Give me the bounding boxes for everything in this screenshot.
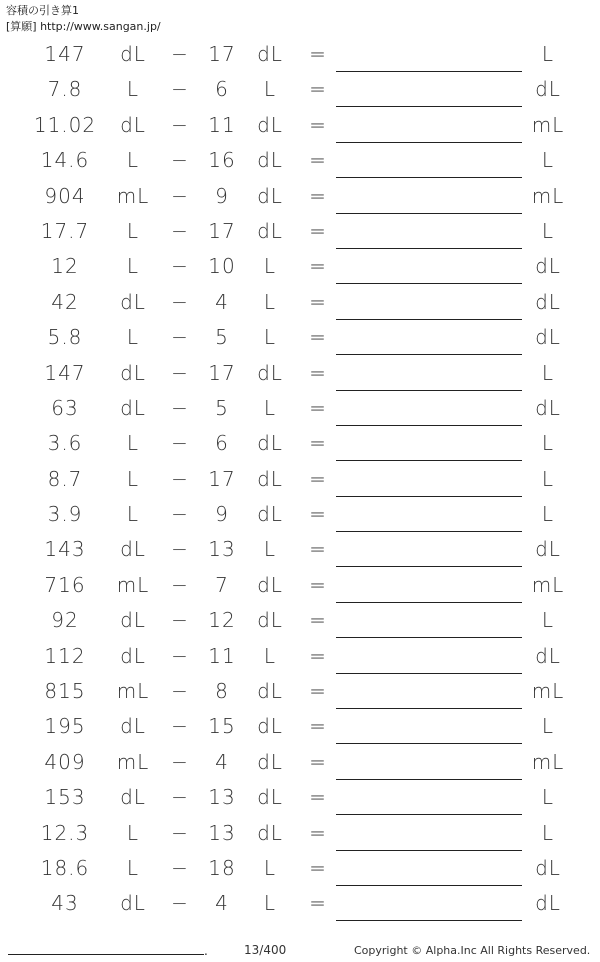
problem-row [0, 781, 600, 816]
result-unit: L [541, 820, 555, 845]
minuend-unit: dL [120, 643, 146, 668]
minuend-unit: mL [116, 749, 150, 774]
subtrahend-unit: L [263, 254, 277, 279]
result-unit: dL [535, 855, 561, 880]
minus-sign: − [171, 572, 189, 597]
answer-blank[interactable] [336, 425, 522, 426]
subtrahend-value: 6 [215, 77, 229, 102]
minuend-value: 147 [44, 42, 86, 66]
subtrahend-value: 15 [208, 714, 236, 739]
result-unit: dL [535, 325, 561, 350]
minuend-unit: L [126, 855, 140, 880]
result-unit: dL [535, 289, 561, 314]
minus-sign: − [171, 608, 189, 633]
minuend-unit: dL [120, 42, 146, 66]
page-number: 13/400 [244, 943, 287, 957]
minus-sign: − [171, 714, 189, 739]
result-unit: dL [535, 537, 561, 562]
equals-sign: = [309, 112, 327, 137]
answer-blank[interactable] [336, 390, 522, 391]
minuend-unit: dL [120, 537, 146, 562]
result-unit: L [541, 360, 555, 385]
minus-sign: − [171, 537, 189, 562]
equals-sign: = [309, 891, 327, 916]
result-unit: dL [535, 77, 561, 102]
worksheet-header [6, 3, 161, 35]
minuend-value: 904 [44, 183, 86, 208]
minus-sign: − [171, 502, 189, 527]
copyright: Copyright © Alpha.Inc All Rights Reserved. [354, 944, 591, 957]
answer-blank[interactable] [336, 213, 522, 214]
answer-blank[interactable] [336, 850, 522, 851]
answer-blank[interactable] [336, 283, 522, 284]
minuend-value: 7.8 [47, 77, 83, 102]
subtrahend-unit: dL [257, 218, 283, 243]
minus-sign: − [171, 643, 189, 668]
minuend-value: 195 [44, 714, 86, 739]
problem-row [0, 38, 600, 73]
subtrahend-unit: dL [257, 360, 283, 385]
subtrahend-unit: dL [257, 42, 283, 66]
minus-sign: − [171, 431, 189, 456]
subtrahend-unit: dL [257, 608, 283, 633]
equals-sign: = [309, 714, 327, 739]
minuend-value: 43 [51, 891, 79, 916]
result-unit: dL [535, 891, 561, 916]
problem-row [0, 357, 600, 392]
subtrahend-unit: dL [257, 502, 283, 527]
footer [0, 940, 600, 962]
subtrahend-unit: dL [257, 183, 283, 208]
minuend-unit: dL [120, 112, 146, 137]
problem-row [0, 286, 600, 321]
subtrahend-unit: L [263, 395, 277, 420]
minuend-value: 5.8 [47, 325, 83, 350]
minuend-value: 409 [44, 749, 86, 774]
minus-sign: − [171, 325, 189, 350]
problem-row [0, 321, 600, 356]
name-line [8, 954, 204, 955]
subtrahend-unit: dL [257, 749, 283, 774]
answer-blank[interactable] [336, 354, 522, 355]
result-unit: mL [531, 749, 565, 774]
minuend-unit: dL [120, 891, 146, 916]
minuend-unit: L [126, 218, 140, 243]
result-unit: L [541, 502, 555, 527]
problem-row [0, 533, 600, 568]
problem-row [0, 144, 600, 179]
minuend-value: 143 [44, 537, 86, 562]
subtrahend-value: 10 [208, 254, 236, 279]
subtrahend-unit: dL [257, 572, 283, 597]
result-unit: dL [535, 395, 561, 420]
problem-row [0, 250, 600, 285]
subtrahend-value: 13 [208, 537, 236, 562]
problem-row [0, 498, 600, 533]
answer-blank[interactable] [336, 602, 522, 603]
subtrahend-value: 17 [208, 42, 236, 66]
answer-blank[interactable] [336, 743, 522, 744]
problem-row [0, 109, 600, 144]
minus-sign: − [171, 749, 189, 774]
result-unit: L [541, 148, 555, 173]
minuend-unit: L [126, 466, 140, 491]
minuend-unit: dL [120, 714, 146, 739]
subtrahend-value: 5 [215, 325, 229, 350]
subtrahend-unit: dL [257, 785, 283, 810]
equals-sign: = [309, 325, 327, 350]
problem-row [0, 887, 600, 922]
subtrahend-unit: dL [257, 466, 283, 491]
equals-sign: = [309, 254, 327, 279]
result-unit: L [541, 608, 555, 633]
subtrahend-unit: dL [257, 714, 283, 739]
answer-blank[interactable] [336, 637, 522, 638]
subtrahend-value: 17 [208, 466, 236, 491]
minus-sign: − [171, 112, 189, 137]
equals-sign: = [309, 537, 327, 562]
problem-row [0, 604, 600, 639]
equals-sign: = [309, 855, 327, 880]
subtrahend-unit: L [263, 643, 277, 668]
subtrahend-value: 4 [215, 749, 229, 774]
minuend-unit: dL [120, 360, 146, 385]
minuend-unit: mL [116, 572, 150, 597]
result-unit: mL [531, 679, 565, 704]
worksheet-title: 容積の引き算1 [6, 4, 79, 17]
answer-blank[interactable] [336, 531, 522, 532]
subtrahend-value: 7 [215, 572, 229, 597]
subtrahend-value: 13 [208, 785, 236, 810]
answer-blank[interactable] [336, 460, 522, 461]
subtrahend-unit: L [263, 891, 277, 916]
subtrahend-value: 9 [215, 183, 229, 208]
problem-row [0, 640, 600, 675]
equals-sign: = [309, 572, 327, 597]
problem-row [0, 746, 600, 781]
result-unit: L [541, 42, 555, 66]
equals-sign: = [309, 749, 327, 774]
problem-row [0, 427, 600, 462]
answer-blank[interactable] [336, 496, 522, 497]
problem-row [0, 675, 600, 710]
subtrahend-unit: dL [257, 112, 283, 137]
minus-sign: − [171, 679, 189, 704]
minuend-value: 42 [51, 289, 79, 314]
answer-blank[interactable] [336, 177, 522, 178]
problem-row [0, 215, 600, 250]
minus-sign: − [171, 289, 189, 314]
minus-sign: − [171, 148, 189, 173]
answer-blank[interactable] [336, 920, 522, 921]
answer-blank[interactable] [336, 319, 522, 320]
equals-sign: = [309, 395, 327, 420]
subtrahend-value: 8 [215, 679, 229, 704]
source-link[interactable]: [算願] http://www.sangan.jp/ [6, 20, 161, 33]
subtrahend-unit: L [263, 325, 277, 350]
minuend-value: 815 [44, 679, 86, 704]
problem-row [0, 73, 600, 108]
result-unit: mL [531, 183, 565, 208]
minuend-value: 153 [44, 785, 86, 810]
subtrahend-value: 6 [215, 431, 229, 456]
subtrahend-value: 11 [208, 643, 236, 668]
problem-row [0, 180, 600, 215]
equals-sign: = [309, 42, 327, 66]
result-unit: L [541, 785, 555, 810]
minus-sign: − [171, 218, 189, 243]
footer-dot: . [204, 944, 208, 958]
minuend-value: 8.7 [47, 466, 83, 491]
subtrahend-unit: L [263, 289, 277, 314]
answer-blank[interactable] [336, 673, 522, 674]
minuend-unit: L [126, 431, 140, 456]
answer-blank[interactable] [336, 814, 522, 815]
equals-sign: = [309, 785, 327, 810]
equals-sign: = [309, 820, 327, 845]
subtrahend-value: 5 [215, 395, 229, 420]
minus-sign: − [171, 183, 189, 208]
minus-sign: − [171, 360, 189, 385]
equals-sign: = [309, 218, 327, 243]
subtrahend-unit: dL [257, 148, 283, 173]
minuend-unit: L [126, 820, 140, 845]
equals-sign: = [309, 360, 327, 385]
subtrahend-value: 17 [208, 218, 236, 243]
equals-sign: = [309, 431, 327, 456]
subtrahend-value: 4 [215, 289, 229, 314]
result-unit: L [541, 466, 555, 491]
minuend-value: 12.3 [40, 820, 90, 845]
minuend-unit: L [126, 502, 140, 527]
minuend-unit: dL [120, 289, 146, 314]
equals-sign: = [309, 77, 327, 102]
minuend-value: 3.6 [47, 431, 83, 456]
minuend-value: 716 [44, 572, 86, 597]
answer-blank[interactable] [336, 106, 522, 107]
problem-list [0, 38, 600, 923]
minuend-unit: mL [116, 183, 150, 208]
subtrahend-unit: L [263, 77, 277, 102]
answer-blank[interactable] [336, 566, 522, 567]
result-unit: mL [531, 112, 565, 137]
subtrahend-value: 4 [215, 891, 229, 916]
minuend-unit: L [126, 254, 140, 279]
result-unit: mL [531, 572, 565, 597]
subtrahend-value: 17 [208, 360, 236, 385]
result-unit: dL [535, 254, 561, 279]
equals-sign: = [309, 679, 327, 704]
result-unit: L [541, 218, 555, 243]
answer-blank[interactable] [336, 708, 522, 709]
minuend-value: 11.02 [33, 112, 97, 137]
minuend-value: 147 [44, 360, 86, 385]
problem-row [0, 463, 600, 498]
problem-row [0, 852, 600, 887]
minuend-unit: mL [116, 679, 150, 704]
subtrahend-value: 13 [208, 820, 236, 845]
minus-sign: − [171, 466, 189, 491]
problem-row [0, 710, 600, 745]
subtrahend-value: 11 [208, 112, 236, 137]
result-unit: dL [535, 643, 561, 668]
answer-blank[interactable] [336, 885, 522, 886]
minuend-value: 14.6 [40, 148, 90, 173]
minuend-unit: L [126, 77, 140, 102]
result-unit: L [541, 431, 555, 456]
minus-sign: − [171, 785, 189, 810]
minus-sign: − [171, 77, 189, 102]
subtrahend-value: 18 [208, 855, 236, 880]
problem-row [0, 392, 600, 427]
minuend-unit: dL [120, 395, 146, 420]
problem-row [0, 817, 600, 852]
minuend-value: 12 [51, 254, 79, 279]
subtrahend-unit: dL [257, 820, 283, 845]
minus-sign: − [171, 254, 189, 279]
subtrahend-unit: L [263, 855, 277, 880]
answer-blank[interactable] [336, 142, 522, 143]
minuend-unit: dL [120, 608, 146, 633]
minus-sign: − [171, 855, 189, 880]
subtrahend-value: 16 [208, 148, 236, 173]
minus-sign: − [171, 42, 189, 66]
minus-sign: − [171, 820, 189, 845]
minuend-unit: dL [120, 785, 146, 810]
subtrahend-unit: dL [257, 679, 283, 704]
answer-blank[interactable] [336, 248, 522, 249]
equals-sign: = [309, 608, 327, 633]
equals-sign: = [309, 643, 327, 668]
result-unit: L [541, 714, 555, 739]
minuend-value: 92 [51, 608, 79, 633]
minuend-value: 112 [44, 643, 86, 668]
minus-sign: − [171, 891, 189, 916]
problem-row [0, 569, 600, 604]
minuend-value: 18.6 [40, 855, 90, 880]
equals-sign: = [309, 466, 327, 491]
minuend-unit: L [126, 148, 140, 173]
answer-blank[interactable] [336, 779, 522, 780]
minuend-unit: L [126, 325, 140, 350]
equals-sign: = [309, 502, 327, 527]
subtrahend-unit: L [263, 537, 277, 562]
minuend-value: 3.9 [47, 502, 83, 527]
equals-sign: = [309, 183, 327, 208]
subtrahend-unit: dL [257, 431, 283, 456]
equals-sign: = [309, 289, 327, 314]
answer-blank[interactable] [336, 71, 522, 72]
minus-sign: − [171, 395, 189, 420]
minuend-value: 17.7 [40, 218, 90, 243]
subtrahend-value: 9 [215, 502, 229, 527]
equals-sign: = [309, 148, 327, 173]
subtrahend-value: 12 [208, 608, 236, 633]
minuend-value: 63 [51, 395, 79, 420]
